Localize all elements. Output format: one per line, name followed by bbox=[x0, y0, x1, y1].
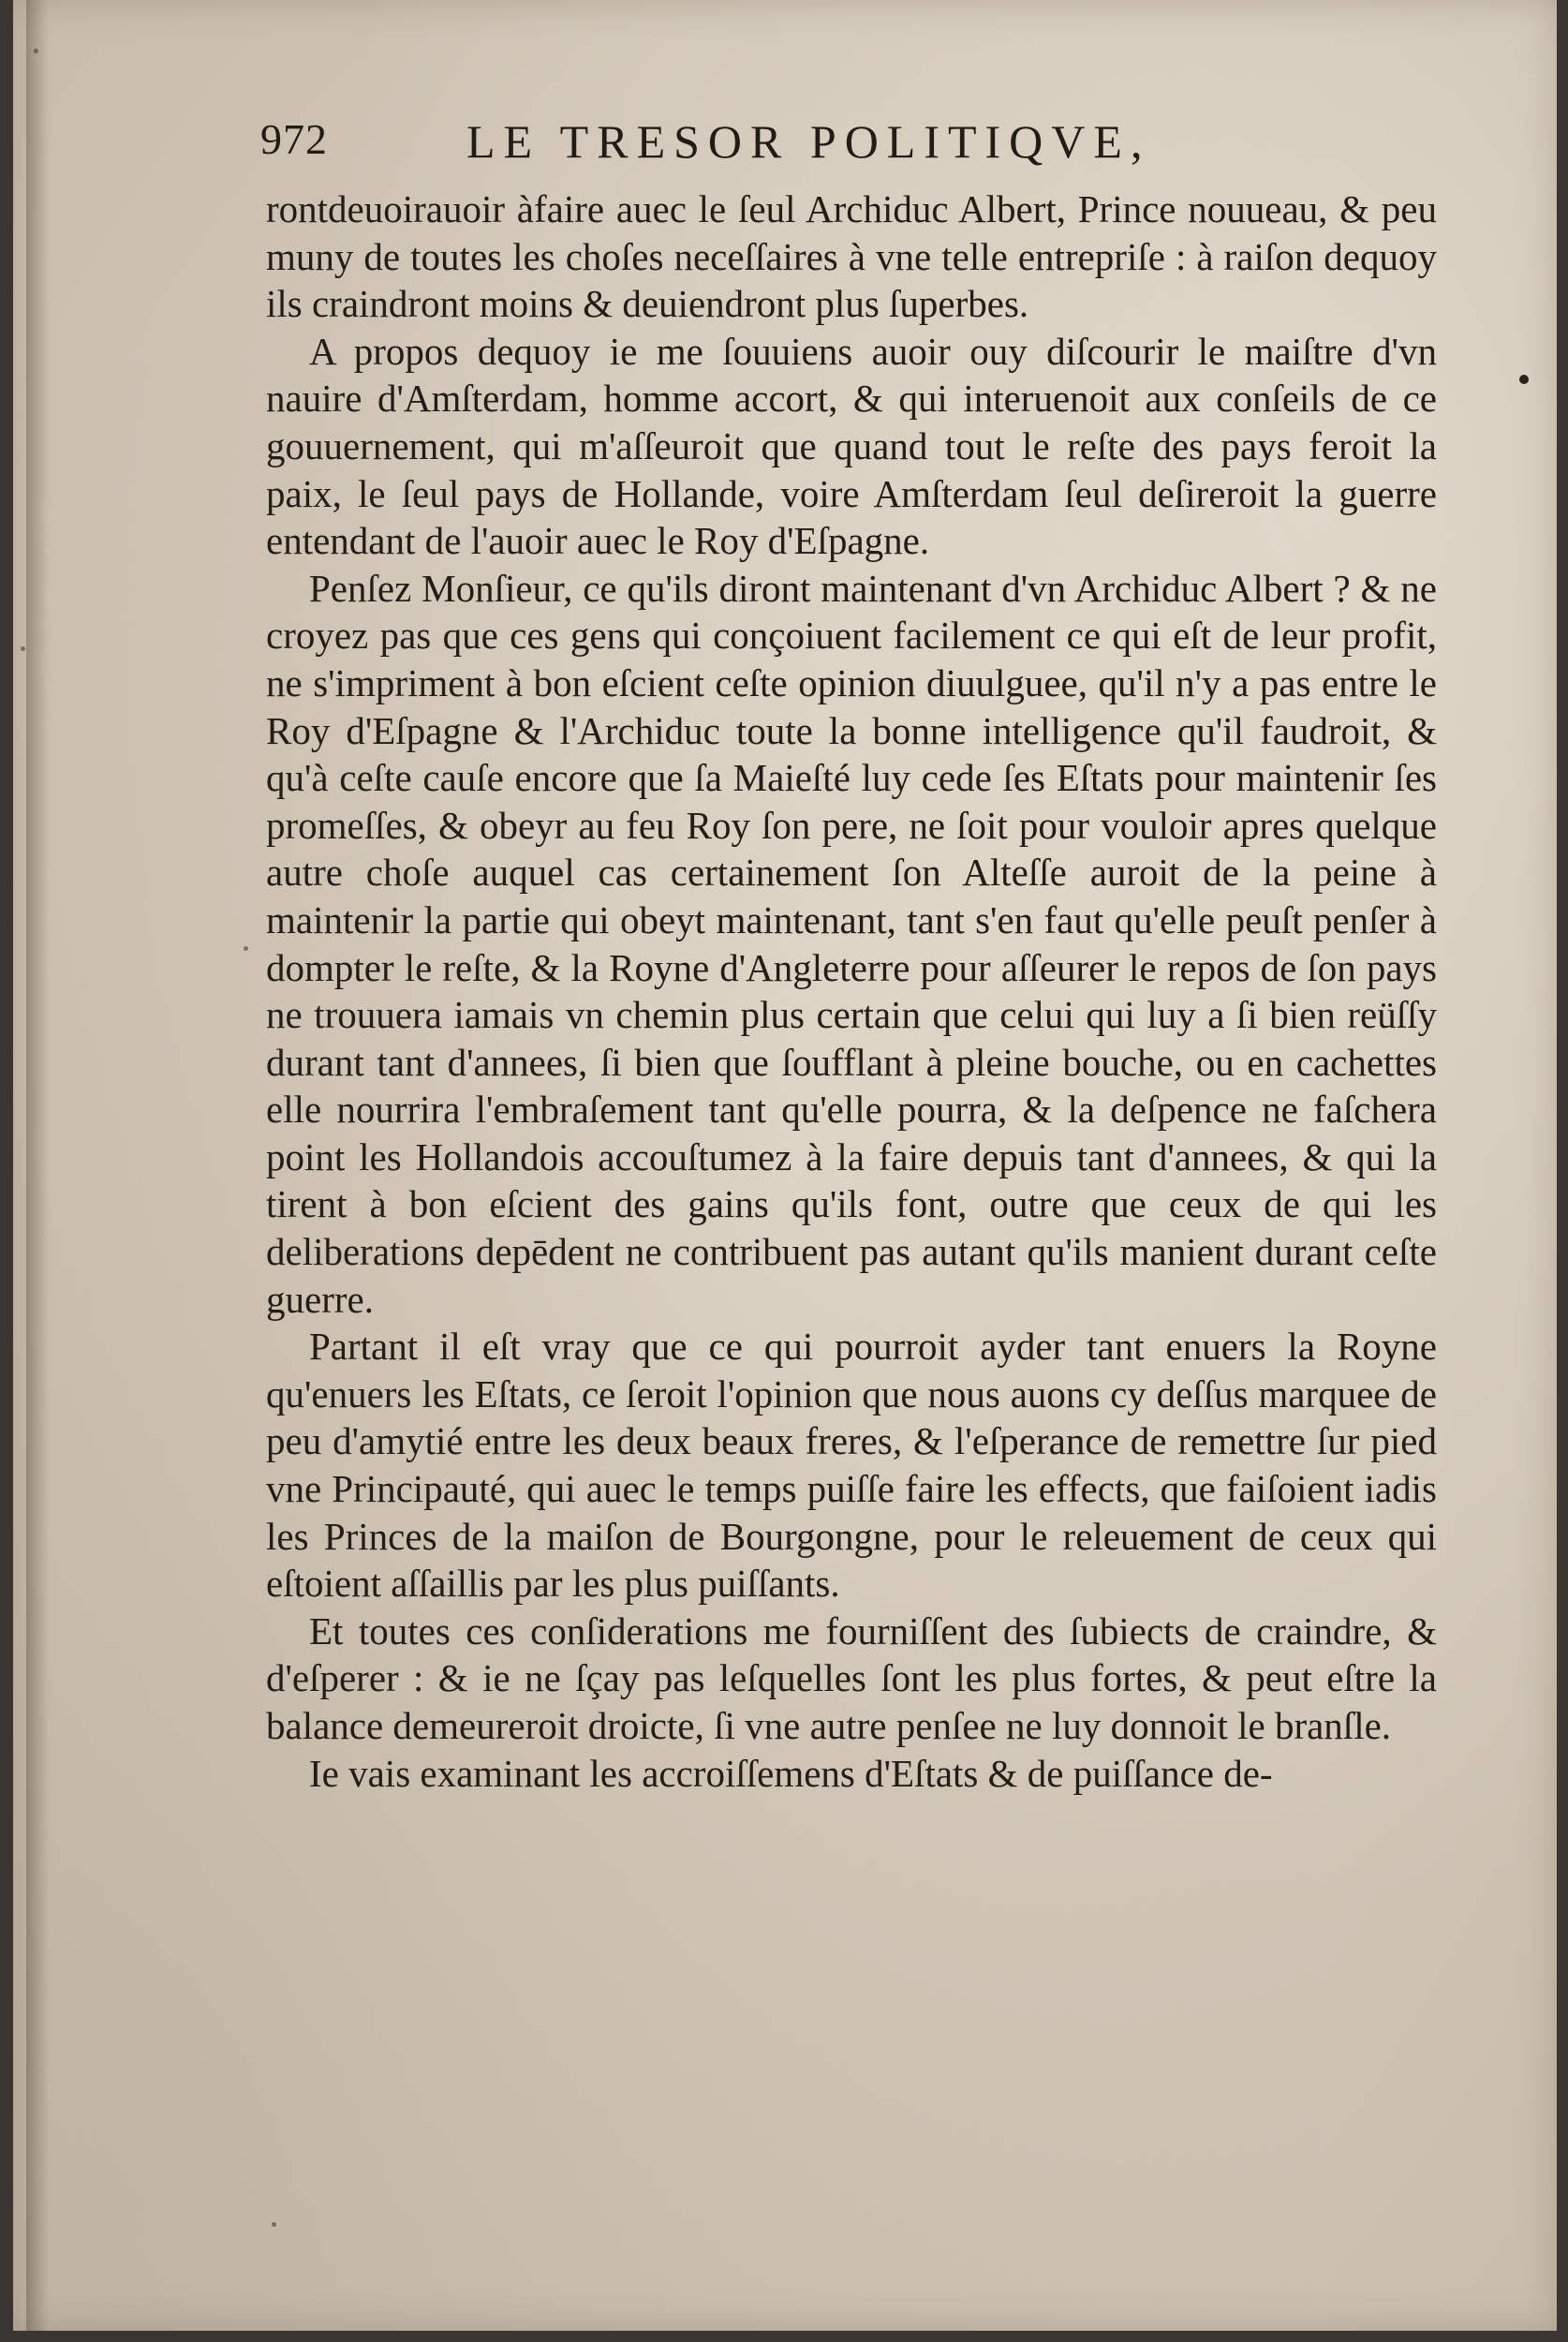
paragraph: Ie vais examinant les accroiſſemens d'Eſtats & de puiſſance de- bbox=[309, 1751, 1273, 1795]
page-number: 972 bbox=[260, 115, 328, 163]
paper-speck bbox=[21, 646, 25, 651]
page-gutter-shadow bbox=[26, 0, 49, 2331]
paragraph: Partant il eſt vray que ce qui pourroit ayder tant enuers la Royne qu'enuers les Eſtats, ce ſeroit l'opinion que nous auons cy deſſus marquee de peu d'amytié entre les deux beaux freres, & l'eſperance de remettre ſur pied vne Principauté, qui auec le temps puiſſe faire les effects, que faiſoient iadis les Princes de la maiſon de Bourgongne, pour le releuement de ceux qui eſtoient aſſaillis par les plus puiſſants. bbox=[266, 1325, 1437, 1606]
running-title: LE TRESOR POLITIQVE, bbox=[466, 115, 1151, 168]
paper-speck bbox=[34, 49, 38, 53]
paragraph: Et toutes ces conſiderations me fourniſſent des ſubiects de craindre, & d'eſperer : & ie ne ſçay pas leſquelles ſont les plus fortes, & peut eſtre la balance demeureroit droicte, ſi vne autre penſee ne luy donnoit le branſle. bbox=[266, 1608, 1437, 1747]
paper-speck bbox=[244, 946, 248, 951]
paragraph: A propos dequoy ie me ſouuiens auoir ouy diſcourir le maiſtre d'vn nauire d'Amſterdam, homme accort, & qui interuenoit aux conſeils de ce gouuernement, qui m'aſſeuroit que quand tout le reſte des pays feroit la paix, le ſeul pays de Hollande, voire Amſterdam ſeul deſireroit la guerre entendant de l'auoir auec le Roy d'Eſpagne. bbox=[266, 329, 1437, 563]
paper-speck bbox=[272, 2222, 276, 2227]
paragraph-continuation: rontdeuoirauoir àfaire auec le ſeul Archiduc Albert, Prince nouueau, & peu muny de toutes les choſes neceſſaires à vne telle entrepriſe : à raiſon dequoy ils craindront moins & deuiendront plus ſuperbes. bbox=[266, 187, 1437, 326]
body-text bbox=[266, 185, 1437, 1797]
margin-ink-dot bbox=[1519, 375, 1529, 384]
paragraph: Penſez Monſieur, ce qu'ils diront maintenant d'vn Archiduc Albert ? & ne croyez pas que ces gens qui conçoiuent facilement ce qui eſt de leur profit, ne s'impriment à bon eſcient ceſte opinion diuulguee, qu'il n'y a pas entre le Roy d'Eſpagne & l'Archiduc toute la bonne intelligence qu'il faudroit, & qu'à ceſte cauſe encore que ſa Maieſté luy cede ſes Eſtats pour maintenir ſes promeſſes, & obeyr au feu Roy ſon pere, ne ſoit pour vouloir apres quelque autre choſe auquel cas certainement ſon Alteſſe auroit de la peine à maintenir la partie qui obeyt maintenant, tant s'en faut qu'elle peuſt penſer à dompter le reſte, & la Royne d'Angleterre pour aſſeurer le repos de ſon pays ne trouuera iamais vn chemin plus certain que celui qui luy a ſi bien reüſſy durant tant d'annees, ſi bien que ſoufflant à pleine bouche, ou en cachettes elle nourrira l'embraſement tant qu'elle pourra, & la deſpence ne faſchera point les Hollandois accouſtumez à la faire depuis tant d'annees, & qui la tirent à bon eſcient des gains qu'ils font, outre que ceux de qui les deliberations depēdent ne contribuent pas autant qu'ils manient durant ceſte guerre. bbox=[266, 566, 1437, 1321]
page-header bbox=[260, 114, 1384, 180]
